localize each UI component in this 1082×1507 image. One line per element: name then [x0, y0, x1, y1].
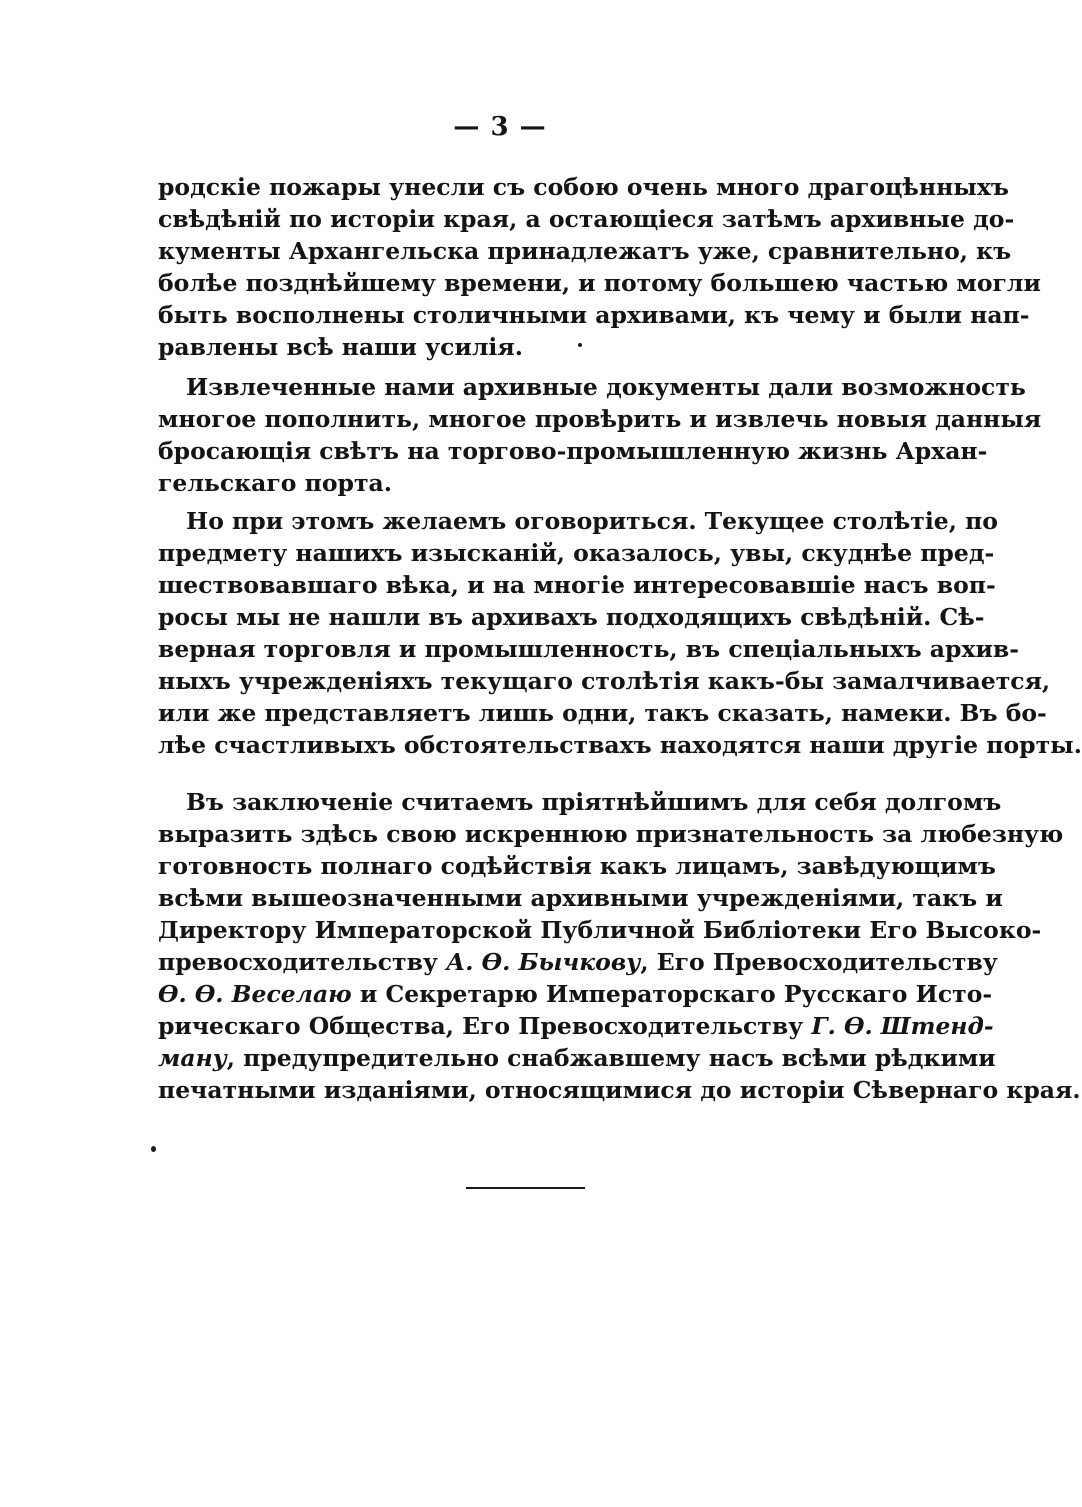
text-line: готовность полнаго содѣйствія какъ лицамъ, завѣдующимъ: [158, 852, 996, 880]
text-line: верная торговля и промышленность, въ спеціальныхъ архив-: [158, 635, 1019, 663]
text-line: всѣми вышеозначенными архивными учрежденіями, такъ и: [158, 884, 1003, 912]
text-line: кументы Архангельска принадлежатъ уже, сравнительно, къ: [158, 237, 1012, 265]
text-line: шествовавшаго вѣка, и на многіе интересовавшіе насъ воп-: [158, 571, 996, 599]
ink-speck: [578, 343, 582, 347]
text-line: [158, 1010, 994, 1042]
text-line: бросающія свѣтъ на торгово-промышленную жизнь Архан-: [158, 437, 988, 465]
text-run: рическаго Общества, Его Превосходительству: [158, 1012, 812, 1040]
text-line: болѣе позднѣйшему времени, и потому большею частью могли: [158, 269, 1041, 297]
page-number: — 3 —: [453, 112, 547, 142]
text-line: многое пополнить, многое провѣрить и извлечь новыя данныя: [158, 405, 1042, 433]
text-line: свѣдѣній по исторіи края, а остающіеся затѣмъ архивные до-: [158, 205, 1015, 233]
text-line: [158, 946, 998, 978]
text-line: печатными изданіями, относящимися до исторіи Сѣвернаго края.: [158, 1076, 1081, 1104]
text-line: родскіе пожары унесли съ собою очень много драгоцѣнныхъ: [158, 173, 1009, 201]
paragraph-2: [158, 371, 1042, 499]
text-line: выразить здѣсь свою искреннюю признательность за любезную: [158, 820, 1064, 848]
text-line: Но при этомъ желаемъ оговориться. Текущее столѣтіе, по: [186, 507, 998, 535]
text-line: равлены всѣ наши усилія.: [158, 333, 523, 361]
paragraph-3: [158, 505, 1082, 761]
paragraph-4: [158, 786, 1081, 1106]
name-bychkov: А. Ѳ. Бычкову: [446, 948, 641, 976]
text-line: гельскаго порта.: [158, 469, 392, 497]
text-line: лѣе счастливыхъ обстоятельствахъ находятся наши другіе порты.: [158, 731, 1082, 759]
text-line: быть восполнены столичными архивами, къ чему и были нап-: [158, 301, 1030, 329]
text-run: превосходительству: [158, 948, 438, 976]
paragraph-1: [158, 171, 1041, 363]
text-line: [158, 1042, 996, 1074]
section-divider: [466, 1187, 585, 1189]
text-line: Директору Императорской Публичной Библіотеки Его Высоко-: [158, 916, 1042, 944]
text-line: Извлеченные нами архивные документы дали возможность: [186, 373, 1026, 401]
name-veselago: Ѳ. Ѳ. Веселаю: [158, 980, 352, 1008]
name-shtendman-end: ману: [158, 1044, 227, 1072]
text-run: , Его Превосходительству: [640, 948, 998, 976]
text-run: и Секретарю Императорскаго Русскаго Исто-: [351, 980, 993, 1008]
text-line: предмету нашихъ изысканій, оказалось, увы, скуднѣе пред-: [158, 539, 995, 567]
text-line: [158, 978, 993, 1010]
name-shtendman: Г. Ѳ. Штенд-: [811, 1012, 994, 1040]
text-line: росы мы не нашли въ архивахъ подходящихъ свѣдѣній. Сѣ-: [158, 603, 985, 631]
ink-speck: [151, 1146, 156, 1152]
text-line: Въ заключеніе считаемъ пріятнѣйшимъ для себя долгомъ: [186, 788, 1002, 816]
text-line: или же представляетъ лишь одни, такъ сказать, намеки. Въ бо-: [158, 699, 1047, 727]
text-line: ныхъ учрежденіяхъ текущаго столѣтія какъ-бы замалчивается,: [158, 667, 1051, 695]
text-run: , предупредительно снабжавшему насъ всѣми рѣдкими: [226, 1044, 996, 1072]
